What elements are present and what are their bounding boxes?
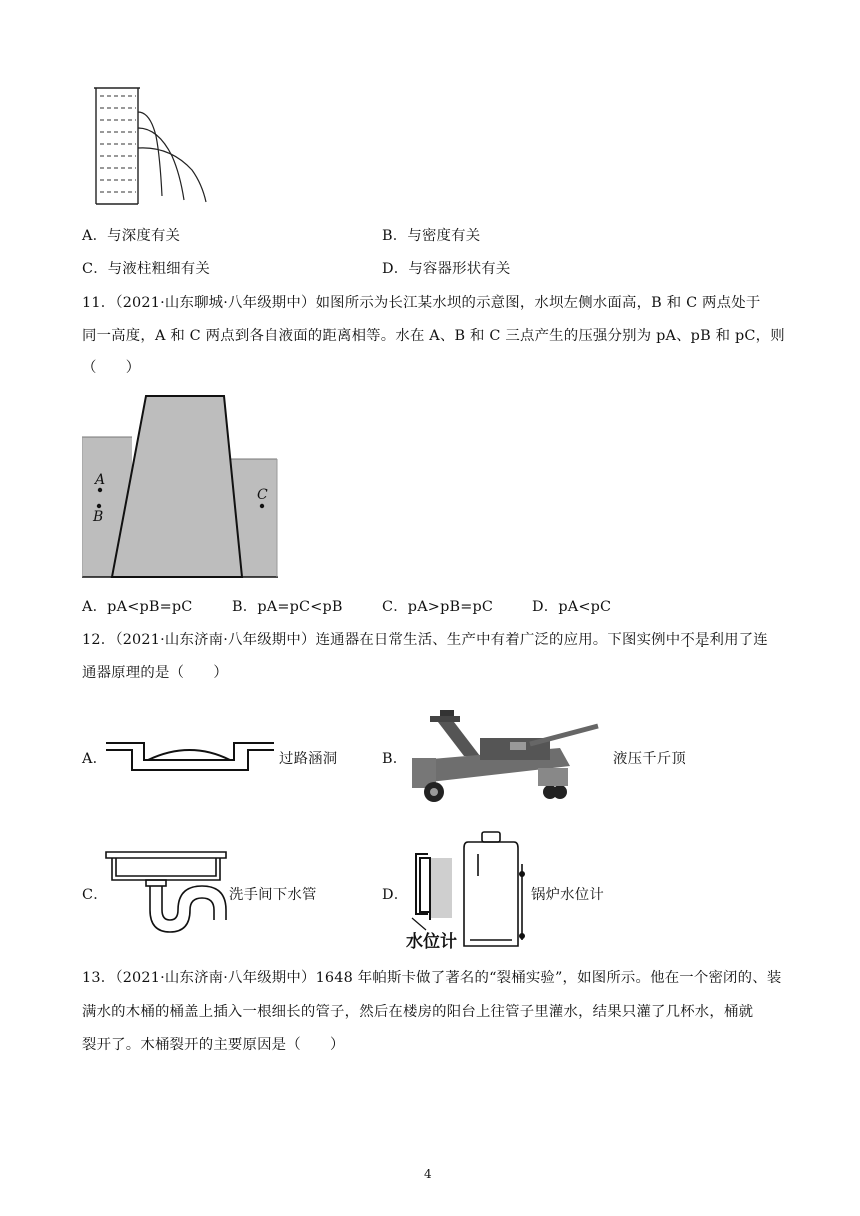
q12-option-a-caption: 过路涵洞 xyxy=(279,751,338,767)
q12-option-c-caption: 洗手间下水管 xyxy=(229,887,317,903)
q11-option-d: D．pA<pC xyxy=(532,599,612,615)
q12-culvert-figure xyxy=(104,736,276,776)
q11-label-b: B xyxy=(93,509,104,525)
q11-stem-line2: 同一高度，A 和 C 两点到各自液面的距离相等。水在 A、B 和 C 三点产生的压强分别为 pA、pB 和 pC，则 xyxy=(82,328,785,344)
q13-stem-line1: 13．（2021·山东济南·八年级期中）1648 年帕斯卡做了著名的“裂桶实验”，如图所示。他在一个密闭的、装 xyxy=(82,970,782,986)
q10-option-c: C．与液柱粗细有关 xyxy=(82,261,210,277)
q10-option-a: A．与深度有关 xyxy=(82,228,181,244)
q12-option-b-letter: B． xyxy=(382,751,408,767)
q11-option-a: A．pA<pB=pC xyxy=(82,599,193,615)
q11-label-c: C xyxy=(257,487,268,503)
q12-option-a-letter: A． xyxy=(82,751,108,767)
q12-option-c-letter: C． xyxy=(82,887,108,903)
q11-option-c: C．pA>pB=pC xyxy=(382,599,494,615)
q12-stem-emph-2: 是 xyxy=(694,632,710,648)
q12-stem-emph-1: 不 xyxy=(680,632,695,648)
q10-container-figure xyxy=(88,86,218,208)
q12-option-d-figure-label: 水位计 xyxy=(406,932,457,952)
q10-option-d: D．与容器形状有关 xyxy=(382,261,511,277)
q12-option-d-letter: D． xyxy=(382,887,409,903)
q11-stem-line3: （ ） xyxy=(82,360,141,376)
q12-stem-line1 xyxy=(82,630,768,650)
page-number: 4 xyxy=(424,1167,432,1181)
q11-dam-figure xyxy=(82,393,278,581)
q11-stem-line1: 11．（2021·山东聊城·八年级期中）如图所示为长江某水坝的示意图，水坝左侧水面高，B 和 C 两点处于 xyxy=(82,295,761,311)
q11-option-b: B．pA=pC<pB xyxy=(232,599,343,615)
q12-stem-post: 利用了连 xyxy=(709,632,768,648)
q10-option-b: B．与密度有关 xyxy=(382,228,481,244)
q12-option-d-caption: 锅炉水位计 xyxy=(531,887,604,903)
q12-stem-pre: 12．（2021·山东济南·八年级期中）连通器在日常生活、生产中有着广泛的应用。下图实例中 xyxy=(82,632,681,648)
q12-hydraulic-jack-figure xyxy=(410,708,600,804)
q12-drain-pipe-figure xyxy=(104,848,228,938)
q11-label-a: A xyxy=(95,472,106,488)
q13-stem-line3: 裂开了。木桶裂开的主要原因是（ ） xyxy=(82,1037,345,1053)
q12-option-b-caption: 液压千斤顶 xyxy=(613,751,686,767)
q12-stem-line2: 通器原理的是（ ） xyxy=(82,665,228,681)
q13-stem-line2: 满水的木桶的桶盖上插入一根细长的管子，然后在楼房的阳台上往管子里灌水，结果只灌了几杯水，桶就 xyxy=(82,1004,754,1020)
